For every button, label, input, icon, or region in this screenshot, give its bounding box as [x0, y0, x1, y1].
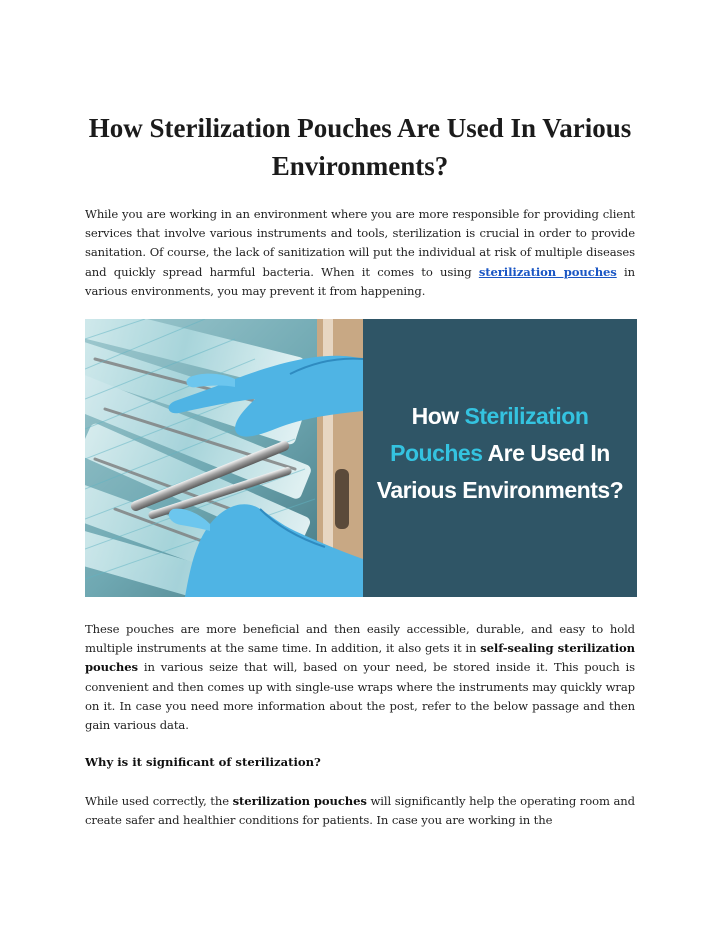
hero-caption-how: How [411, 403, 465, 429]
hero-caption [363, 319, 637, 597]
sterilization-pouches-bold: sterilization pouches [232, 794, 367, 808]
hero-caption-are-used-in: Are Used In [482, 440, 610, 466]
body-paragraph-3 [85, 792, 635, 830]
sterilization-pouches-link[interactable]: sterilization pouches [478, 264, 617, 279]
intro-text-after-link: in various environments, you may prevent it from happening. [85, 264, 636, 298]
hero-caption-line-3: Various Environments? [376, 477, 624, 503]
hero-caption-sterilization: Sterilization [464, 403, 589, 429]
page-title: How Sterilization Pouches Are Used In Various Environments? [88, 113, 632, 181]
hero-caption-line-1 [363, 401, 637, 431]
para2-text-2: in various seize that will, based on your need, be stored inside it. This pouch is convenient and then comes up with single-use wraps where the instruments may quickly wrap on it. In case you need more information about the post, refer to the below passage and then gain various data. [85, 660, 635, 733]
para2-text-1: These pouches are more beneficial and then easily accessible, durable, and easy to hold multiple instruments at the same time. In addition, it also gets it in [85, 622, 635, 656]
intro-paragraph [85, 205, 635, 301]
hero-caption-pouches: Pouches [390, 440, 483, 466]
hero-caption-line-2 [363, 438, 637, 468]
hero-image [85, 319, 637, 597]
para3-text-1: While used correctly, the [85, 794, 233, 808]
para3-text-2: will significantly help the operating room and create safer and healthier conditions for patients. In case you are working in the [85, 794, 635, 828]
body-paragraph-2 [85, 620, 635, 735]
intro-text-before-link: While you are working in an environment where you are more responsible for providing client services that involve various instruments and tools, sterilization is crucial in order to provide sanitation. Of course, the lack of sanitization will put the individual at risk of multiple diseases and quickly spread harmful bacteria. When it comes to using [85, 207, 635, 279]
self-sealing-pouches-bold: self-sealing sterilization pouches [85, 641, 635, 675]
section-subheading: Why is it significant of sterilization? [85, 755, 321, 769]
